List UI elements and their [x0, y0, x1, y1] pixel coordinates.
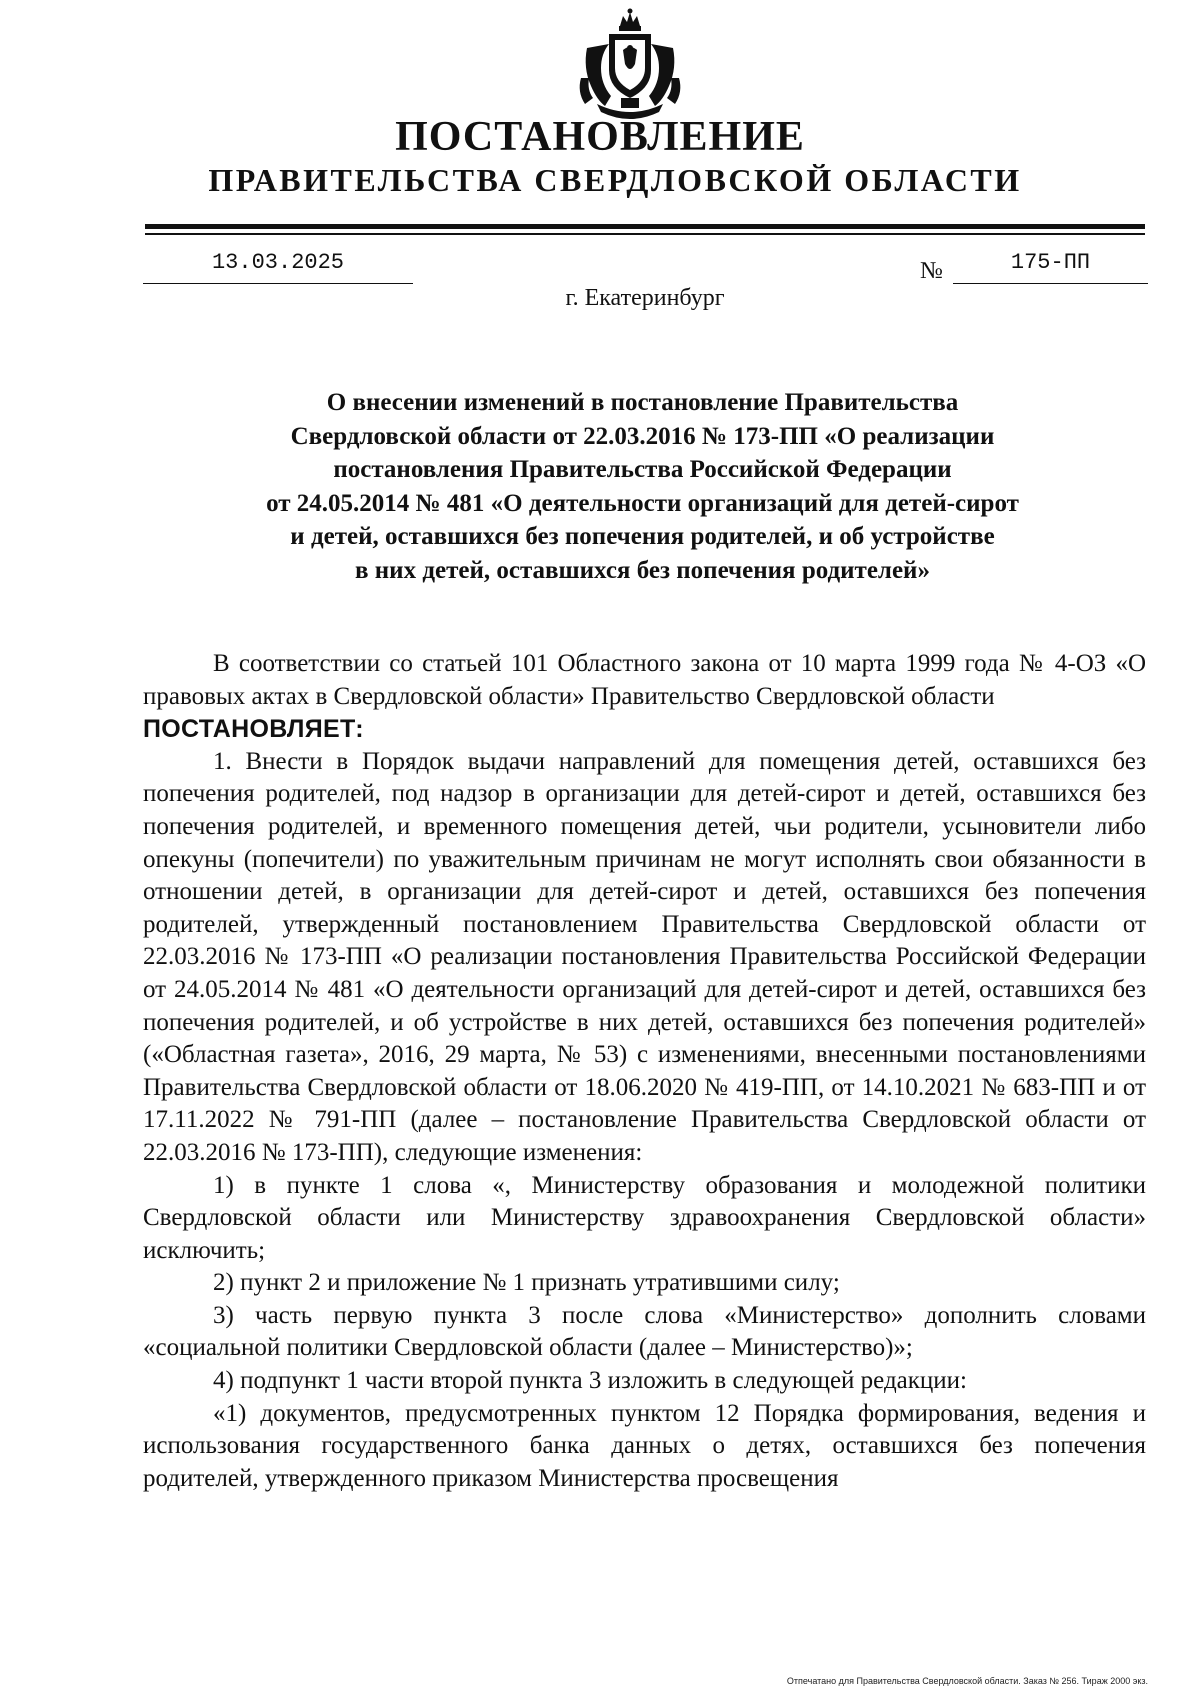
body-paragraph: 1) в пункте 1 слова «, Министерству образования и молодежной политики Свердловской области или Министерству здравоохранения Свердловской области» исключить;: [143, 1171, 1146, 1264]
document-number: 175-ПП: [953, 248, 1148, 284]
heading-line: от 24.05.2014 № 481 «О деятельности организаций для детей-сирот: [266, 489, 1019, 517]
header-divider-thin: [145, 233, 1145, 235]
document-heading: [140, 386, 1145, 587]
heading-line: Свердловской области от 22.03.2016 № 173-ПП «О реализации: [290, 422, 995, 450]
issuing-authority-title: ПРАВИТЕЛЬСТВА СВЕРДЛОВСКОЙ ОБЛАСТИ: [208, 162, 1022, 198]
body-paragraph: 3) часть первую пункта 3 после слова «Министерство» дополнить словами «социальной политики Свердловской области (далее – Министерство)»;: [143, 1301, 1146, 1362]
coat-of-arms-emblem: [575, 8, 685, 124]
body-paragraph: 1. Внести в Порядок выдачи направлений для помещения детей, оставшихся без попечения родителей, под надзор в организации для детей-сирот и детей, оставшихся без попечения родителей, и временного помещения детей, чьи родители, усыновители либо опекуны (попечители) по уважительным причинам не могут исполнять свои обязанности в отношении детей, в организации для детей-сирот и детей, оставшихся без попечения родителей, утвержденный постановлением Правительства Свердловской области от 22.03.2016 № 173-ПП «О реализации постановления Правительства Российской Федерации от 24.05.2014 № 481 «О деятельности организаций для детей-сирот и детей, оставшихся без попечения родителей, и об устройстве в них детей, оставшихся без попечения родителей» («Областная газета», 2016, 29 марта, № 53) с изменениями, внесенными постановлениями Правительства Свердловской области от 18.06.2020 № 419-ПП, от 14.10.2021 № 683-ПП и от 17.11.2022 № 791-ПП (далее – постановление Правительства Свердловской области от 22.03.2016 № 173-ПП), следующие изменения:: [143, 747, 1146, 1166]
print-footer-note: Отпечатано для Правительства Свердловской области. Заказ № 256. Тираж 2000 экз.: [786, 1676, 1148, 1686]
document-body: [143, 648, 1146, 1495]
body-paragraph: 4) подпункт 1 части второй пункта 3 изложить в следующей редакции:: [213, 1367, 967, 1395]
resolve-word: ПОСТАНОВЛЯЕТ:: [143, 715, 364, 744]
preamble-paragraph: В соответствии со статьей 101 Областного закона от 10 марта 1999 года № 4-ОЗ «О правовых актах в Свердловской области» Правительство Свердловской области: [143, 650, 1146, 710]
heading-line: О внесении изменений в постановление Правительства: [326, 389, 959, 416]
heading-line: постановления Правительства Российской Федерации: [333, 456, 952, 483]
document-date: 13.03.2025: [143, 248, 413, 284]
document-type-title: ПОСТАНОВЛЕНИЕ: [395, 114, 805, 160]
header-divider-thick: [145, 224, 1145, 229]
heading-line: в них детей, оставшихся без попечения родителей»: [355, 556, 930, 584]
number-sign: №: [920, 258, 943, 284]
heading-line: и детей, оставшихся без попечения родителей, и об устройстве: [290, 523, 995, 550]
body-paragraph: «1) документов, предусмотренных пунктом 12 Порядка формирования, ведения и использования государственного банка данных о детях, оставшихся без попечения родителей, утвержденного приказом Министерства просвещения: [143, 1399, 1146, 1492]
document-city: г. Екатеринбург: [565, 285, 725, 311]
body-paragraph: 2) пункт 2 и приложение № 1 признать утратившими силу;: [213, 1269, 840, 1297]
